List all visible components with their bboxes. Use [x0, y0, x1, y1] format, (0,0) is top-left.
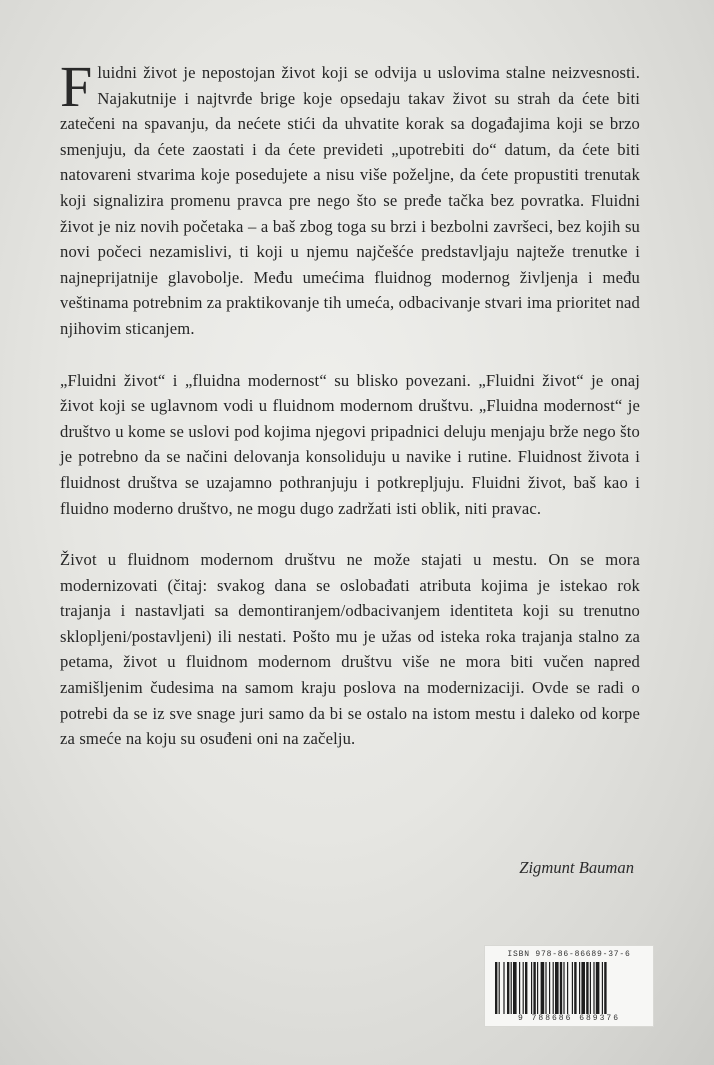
- author-signature: Zigmunt Bauman: [519, 858, 634, 877]
- paragraph-1: Fluidni život je nepostojan život koji se odvija u uslovima stalne neizvesnosti. Najakutnije i najtvrđe brige koje opsedaju takav život su strah da ćete biti zatečeni na spavanju, da nećete stići da uhvatite korak sa događajima koji se brzo smenjuju, da ćete zaostati i da ćete prevideti „upotrebiti do“ datum, da ćete biti natovareni stvarima koje posedujete a nisu više poželjne, da ćete propustiti trenutak koji signalizira promenu pravca pre nego što se pređe tačka bez povratka. Fluidni život je niz novih početaka – a baš zbog toga su brzi i bezbolni završeci, bez kojih su novi počeci nezamislivi, ti koji u njemu najčešće predstavljaju najteže trenutke i najneprijatnije glavobolje. Među umećima fluidnog modernog življenja i među veštinama potrebnim za praktikovanje tih umeća, odbacivanje stvari ima prioritet nad njihovim sticanjem.: [60, 54, 640, 338]
- barcode-icon: [495, 962, 643, 1014]
- isbn-number: ISBN 978-86-86689-37-6: [507, 950, 631, 959]
- blurb-text: [60, 54, 640, 778]
- barcode-digits: 9 788686 689376: [517, 1014, 620, 1023]
- barcode-label: [484, 945, 654, 1027]
- paragraph-2: „Fluidni život“ i „fluidna modernost“ su blisko povezani. „Fluidni život“ je onaj život koji se uglavnom vodi u fluidnom modernom društvu. „Fluidna modernost“ je društvo u kome se uslovi pod kojima njegovi pripadnici deluju menjaju brže nego što je potrebno da se načini delovanja konsoliduju u navike i rutine. Fluidnost života i fluidnost društva se uzajamno pothranjuju i potkrepljuju. Fluidni život, baš kao i fluidno moderno društvo, ne mogu dugo zadržati isti oblik, niti pravac.: [60, 370, 640, 518]
- paragraph-3: Život u fluidnom modernom društvu ne može stajati u mestu. On se mora modernizovati (čitaj: svakog dana se oslobađati atributa kojima je istekao rok trajanja i nastavljati sa demontiranjem/odbacivanjem identiteta koji su trenutno sklopljeni/postavljeni) ili nestati. Pošto mu je užas od isteka roka trajanja stalno za petama, život u fluidnom modernom društvu više ne mora biti vučen napred zamišljenim čudesima na samom kraju poslova na modernizaciji. Ovde se radi o potrebi da se iz sve snage juri samo da bi se ostalo na istom mestu i daleko od korpe za smeće na koju su osuđeni oni na začelju.: [60, 550, 640, 749]
